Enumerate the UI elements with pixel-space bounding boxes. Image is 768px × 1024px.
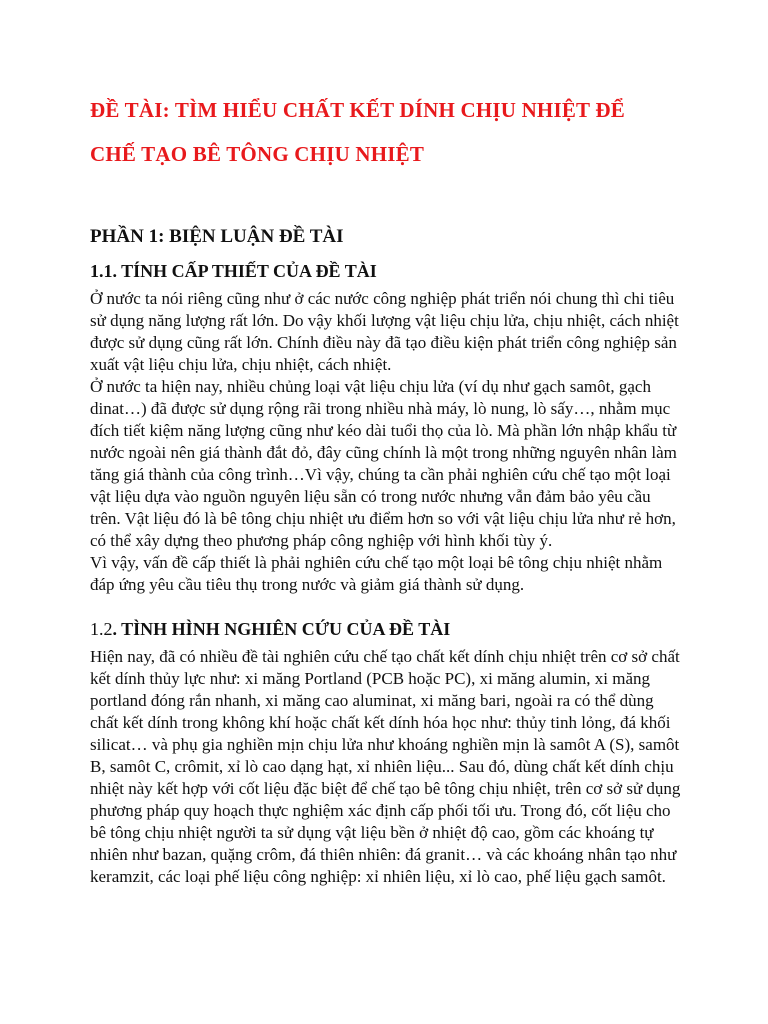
section-1-heading: 1.1. TÍNH CẤP THIẾT CỦA ĐỀ TÀI [90,261,377,281]
title-line-1: ĐỀ TÀI: TÌM HIỂU CHẤT KẾT DÍNH CHỊU NHIỆT ĐỂ [90,98,625,122]
part-heading: PHẦN 1: BIỆN LUẬN ĐỀ TÀI [90,226,344,247]
section-1-paragraph-3: Vì vậy, vấn đề cấp thiết là phải nghiên cứu chế tạo một loại bê tông chịu nhiệt nhằm đáp ứng yêu cầu tiêu thụ trong nước và giảm giá thành sử dụng. [90,553,663,594]
section-2-heading [90,616,684,642]
document-title [90,88,684,176]
section-2-number: 1.2 [90,619,113,639]
section-2-title: . TÌNH HÌNH NGHIÊN CỨU CỦA ĐỀ TÀI [112,619,451,639]
section-1-paragraph-1: Ở nước ta nói riêng cũng như ở các nước công nghiệp phát triển nói chung thì chi tiêu sử dụng năng lượng rất lớn. Do vậy khối lượng vật liệu chịu lửa, chịu nhiệt, cách nhiệt được sử dụng cũng rất lớn. Chính điều này đã tạo điều kiện phát triển công nghiệp sản xuất vật liệu chịu lửa, chịu nhiệt, cách nhiệt. [90,289,679,374]
title-line-2: CHẾ TẠO BÊ TÔNG CHỊU NHIỆT [90,142,425,166]
section-2-paragraph-1: Hiện nay, đã có nhiều đề tài nghiên cứu chế tạo chất kết dính chịu nhiệt trên cơ sở chất kết dính thủy lực như: xi măng Portland (PCB hoặc PC), xi măng alumin, xi măng portland đóng rắn nhanh, xi măng cao aluminat, xi măng bari, ngoài ra có thể dùng chất kết dính trong không khí hoặc chất kết dính hóa học như: thủy tinh lỏng, đá khối silicat… và phụ gia nghiền mịn chịu lửa như khoáng nghiền mịn là samôt A (S), samôt B, samôt C, crômit, xỉ lò cao dạng hạt, xỉ nhiên liệu... Sau đó, dùng chất kết dính chịu nhiệt này kết hợp với cốt liệu đặc biệt để chế tạo bê tông chịu nhiệt, trên cơ sở sử dụng phương pháp quy hoạch thực nghiệm xác định cấp phối tối ưu. Trong đó, cốt liệu cho bê tông chịu nhiệt người ta sử dụng vật liệu bền ở nhiệt độ cao, gồm các khoáng tự nhiên như bazan, quặng crôm, đá thiên nhiên: đá granit… và các khoáng nhân tạo như keramzit, các loại phế liệu công nghiệp: xỉ nhiên liệu, xỉ lò cao, phế liệu gạch samôt. [90,647,681,886]
section-1-paragraph-2: Ở nước ta hiện nay, nhiều chủng loại vật liệu chịu lửa (ví dụ như gạch samôt, gạch dinat…) đã được sử dụng rộng rãi trong nhiều nhà máy, lò nung, lò sấy…, nhằm mục đích tiết kiệm năng lượng cũng như kéo dài tuổi thọ của lò. Mà phần lớn nhập khẩu từ nước ngoài nên giá thành đắt đỏ, đây cũng chính là một trong những nguyên nhân làm tăng giá thành của công trình…Vì vậy, chúng ta cần phải nghiên cứu chế tạo một loại vật liệu dựa vào nguồn nguyên liệu sẵn có trong nước nhưng vẫn đảm bảo yêu cầu trên. Vật liệu đó là bê tông chịu nhiệt ưu điểm hơn so với vật liệu chịu lửa như rẻ hơn, có thể xây dựng theo phương pháp công nghiệp với hình khối tùy ý. [90,377,677,550]
